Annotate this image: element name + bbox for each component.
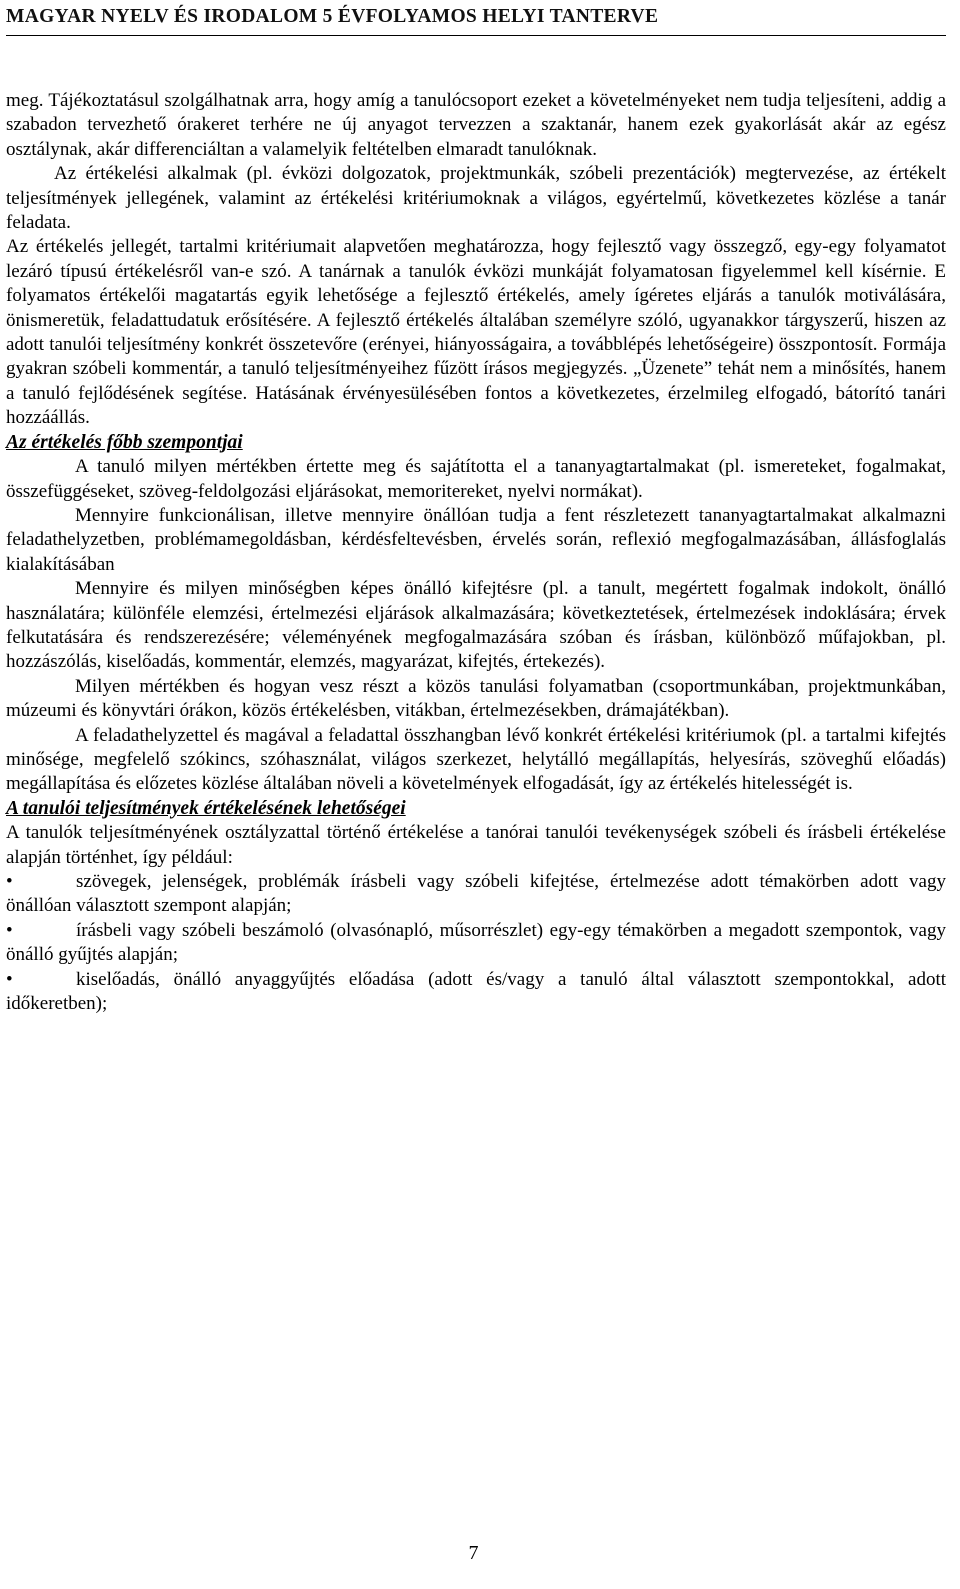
aspect-paragraph: Milyen mértékben és hogyan vesz részt a közös tanulási folyamatban (csoportmunkában, projektmunkában, múzeumi és könyvtári órákon, közös értékelésben, vitákban, értelmezésekben, drámajátékban).: [6, 675, 946, 722]
running-header: MAGYAR NYELV ÉS IRODALOM 5 ÉVFOLYAMOS HELYI TANTERVE: [6, 6, 659, 27]
paragraph-evaluation-occasions: Az értékelési alkalmak (pl. évközi dolgozatok, projektmunkák, szóbeli prezentációk) megtervezése, az értékelt teljesítmények jellegének, valamint az értékelési kritériumoknak a világos, egyértelmű, következetes közlése a tanár feladata.: [6, 163, 946, 234]
paragraph-evaluation-character: Az értékelés jellegét, tartalmi kritériumait alapvetően meghatározza, hogy fejlesztő vagy összegző, egy-egy folyamatot lezáró típusú értékelésről van-e szó. A tanárnak a tanulók évközi munkáját folyamatosan figyelemmel kell kísérnie. E folyamatos értékelői magatartás egyik lehetősége a fejlesztő értékelés, amely ígéretes eljárás a tanulók motiválására, önismeretük, feladattudatuk erősítésére. A fejlesztő értékelés általában személyre szóló, ugyanakkor tárgyszerű, hiszen az adott tanulói teljesítmény konkrét összetevőre (erényei, hiányosságaira, a továbblépés lehetőségeire) összpontosít. Formája gyakran szóbeli kommentár, a tanuló teljesítményeihez fűzött írásos megjegyzés. „Üzenete” tehát nem a minősítés, hanem a tanuló fejlődésének segítése. Hatásának érvényesülésében fontos a következetes, érzelmileg elfogadó, bátorító tanári hozzáállás.: [6, 236, 946, 429]
bullet-text: kiselőadás, önálló anyaggyűjtés előadása (adott és/vagy a tanuló által választott szempontokkal, adott időkeretben);: [6, 968, 946, 1015]
bullet-list-item: [6, 919, 946, 968]
bullet-marker: •: [6, 871, 13, 892]
bullet-text: írásbeli vagy szóbeli beszámoló (olvasónapló, műsorrészlet) egy-egy témakörben a megadott szempontok, vagy önálló gyűjtés alapján;: [6, 919, 946, 966]
header-rule: [6, 35, 946, 36]
section-heading-performance-evaluation: A tanulói teljesítmények értékelésének lehetőségei: [6, 797, 406, 819]
page-content: [6, 89, 946, 1016]
bullet-list-item: [6, 968, 946, 1017]
bullet-marker: •: [6, 968, 13, 990]
aspect-paragraph: Mennyire és milyen minőségben képes önálló kifejtésre (pl. a tanult, megértett fogalmak indokolt, önálló használatára; különféle elemzési, értelmezési eljárások alkalmazására; következtetések, értelmezések indoklására; érvek felkutatására és rendszerezésére; véleményének megfogalmazására szóban és írásban, különböző műfajokban, pl. hozzászólás, kiselőadás, kommentár, elemzés, magyarázat, kifejtés, értekezés).: [6, 578, 946, 673]
section-heading-main-aspects: Az értékelés főbb szempontjai: [6, 431, 243, 453]
section-intro-paragraph: A tanulók teljesítményének osztályzattal történő értékelése a tanórai tanulói tevékenységek szóbeli és írásbeli értékelése alapján történhet, így például:: [6, 822, 946, 868]
bullet-list-item: [6, 870, 946, 919]
bullet-text: szövegek, jelenségek, problémák írásbeli vagy szóbeli kifejtése, értelmezése adott témakörben adott vagy önállóan választott szempont alapján;: [6, 871, 946, 917]
aspect-paragraph: A tanuló milyen mértékben értette meg és sajátította el a tananyagtartalmakat (pl. ismereteket, fogalmakat, összefüggéseket, szöveg-feldolgozási eljárásokat, memoritereket, nyelvi normákat).: [6, 456, 946, 502]
aspect-paragraph: A feladathelyzettel és magával a feladattal összhangban lévő konkrét értékelési kritériumok (pl. a tartalmi kifejtés minősége, megfelelő szókincs, szóhasználat, világos szerkezet, helytálló megállapítás, helyesírás, szöveghű előadás) megállapítása és előzetes közlése általában növeli a követelmények elfogadását, így az értékelés hitelességét is.: [6, 724, 946, 795]
aspect-paragraph: Mennyire funkcionálisan, illetve mennyire önállóan tudja a fent részletezett tananyagtartalmakat alkalmazni feladathelyzetben, problémamegoldásban, kérdésfeltevésben, érvelés során, reflexió megfogalmazásában, állásfoglalás kialakításában: [6, 504, 946, 575]
bullet-marker: •: [6, 919, 13, 941]
page-number: 7: [468, 1542, 479, 1564]
paragraph-continuation: meg. Tájékoztatásul szolgálhatnak arra, hogy amíg a tanulócsoport ezeket a követelményeket nem tudja teljesíteni, addig a szabadon tervezhető órakeret terhére ne új anyagot tervezzen a szaktanár, hanem ezek gyakorlását akár az egész osztálynak, akár differenciáltan a valamelyik feltételben elmaradt tanulóknak.: [6, 90, 946, 160]
